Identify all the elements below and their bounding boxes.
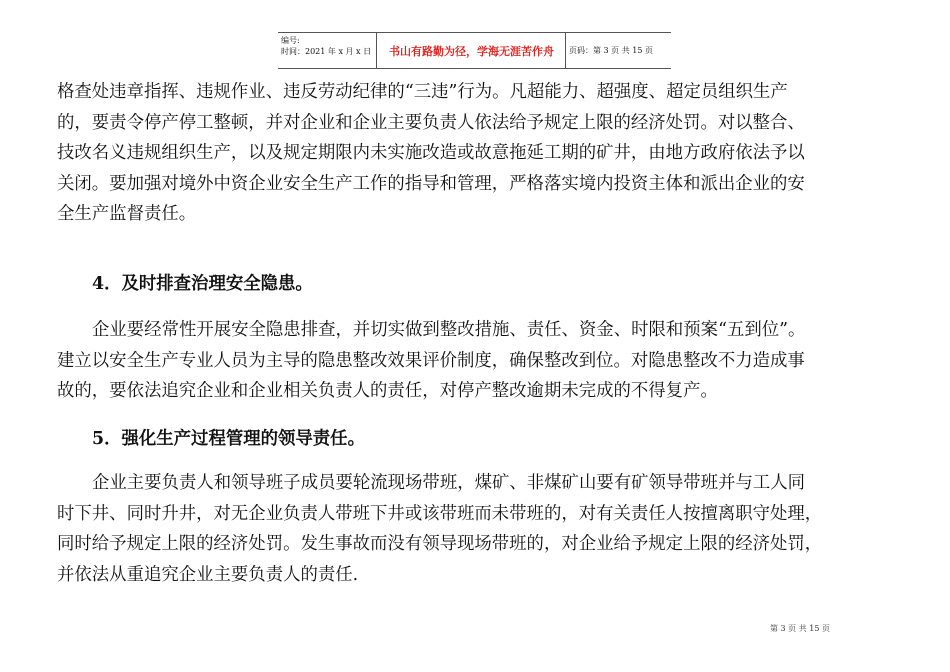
text-line: 技改名义违规组织生产，以及规定期限内未实施改造或故意拖延工期的矿井，由地方政府依法予以 bbox=[57, 143, 805, 163]
section-heading-5: 5．强化生产过程管理的领导责任。 bbox=[92, 429, 365, 449]
paragraph-2 bbox=[57, 315, 907, 407]
time-label: 时间：2021 年 x 月 x 日 bbox=[281, 47, 372, 56]
text-line: 企业要经常性开展安全隐患排查，并切实做到整改措施、责任、资金、时限和预案“五到位”。 bbox=[92, 320, 806, 340]
text-line: 的，要责令停产停工整顿，并对企业和企业主要负责人依法给予规定上限的经济处罚。对以整合、 bbox=[57, 112, 805, 133]
text-line: 企业主要负责人和领导班子成员要轮流现场带班，煤矿、非煤矿山要有矿领导带班并与工人同 bbox=[92, 473, 806, 493]
text-line: 时下井、同时升井，对无企业负责人带班下井或该带班而未带班的，对有关责任人按擅离职守处理， bbox=[57, 503, 823, 524]
number-label: 编号: bbox=[281, 36, 300, 45]
header-meta-cell bbox=[278, 33, 377, 68]
paragraph-3 bbox=[57, 468, 907, 590]
page-footer: 第 3 页 共 15 页 bbox=[770, 624, 830, 633]
header-motto: 书山有路勤为径，学海无涯苦作舟 bbox=[378, 33, 566, 68]
text-line: 格查处违章指挥、违规作业、违反劳动纪律的“三违”行为。凡超能力、超强度、超定员组织生产 bbox=[57, 82, 788, 102]
text-line: 关闭。要加强对境外中资企业安全生产工作的指导和管理，严格落实境内投资主体和派出企业的安 bbox=[57, 173, 805, 194]
paragraph-1 bbox=[57, 77, 907, 230]
page-header bbox=[278, 32, 671, 69]
text-line: 故的，要依法追究企业和企业相关负责人的责任，对停产整改逾期未完成的不得复产。 bbox=[57, 381, 718, 401]
header-page-info: 页码：第 3 页 共 15 页 bbox=[569, 46, 653, 55]
section-heading-4: 4．及时排查治理安全隐患。 bbox=[92, 274, 313, 294]
text-line: 同时给予规定上限的经济处罚。发生事故而没有领导现场带班的，对企业给予规定上限的经济处罚， bbox=[57, 534, 823, 554]
text-line: 并依法从重追究企业主要负责人的责任. bbox=[57, 564, 359, 585]
text-line: 全生产监督责任。 bbox=[57, 204, 197, 224]
text-line: 建立以安全生产专业人员为主导的隐患整改效果评价制度，确保整改到位。对隐患整改不力造成事 bbox=[57, 350, 805, 371]
